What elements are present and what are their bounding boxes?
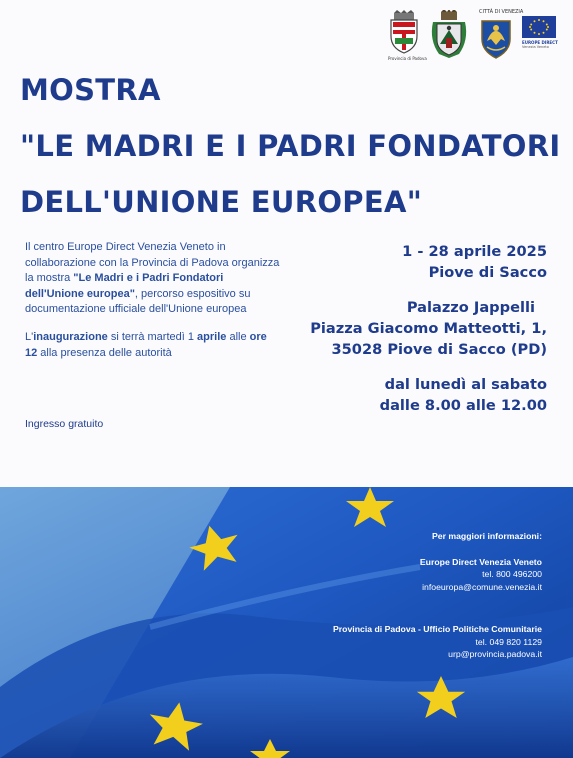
intro-block [25,240,280,373]
inaug-bold-1: inaugurazione [33,330,108,343]
provincia-caption: Provincia di Padova [388,56,427,61]
venue-street: Piazza Giacomo Matteotti, 1, [310,320,547,337]
prov-contact-name: Provincia di Padova - Ufficio Politiche Comunitarie [332,624,542,634]
inaug-text-4: alla presenza delle autorità [37,346,172,359]
ed-contact-email[interactable]: infoeuropa@comune.venezia.it [422,581,542,592]
headline-line-1: MOSTRA [20,73,161,107]
prov-contact-phone[interactable]: tel. 049 820 1129 [475,636,542,647]
prov-contact-email[interactable]: urp@provincia.padova.it [448,649,542,659]
inaug-text-1: L' [25,330,34,343]
inaug-bold-2: aprile [197,330,227,343]
intro-text-2: , percorso espositivo su documentazione ufficiale dell'Unione europea [25,287,251,316]
event-days: dal lunedì al sabato [384,376,547,393]
citta-venezia-logo [479,9,524,59]
event-when [310,241,547,283]
inaug-text-3: alle [226,330,250,343]
ingresso-label: Ingresso gratuito [25,418,104,430]
intro-text-1: Il centro Europe Direct Venezia Veneto in collaborazione con la Provincia di Padova organizza la mostra [25,241,280,285]
inaug-bold-3: ore 12 [25,330,267,359]
event-dates: 1 - 28 aprile 2025 [402,243,547,260]
provincia-padova-logo [385,10,423,54]
comune-piove-logo [429,10,469,60]
event-hours [310,374,547,416]
ed-caption-1: EUROPE DIRECT [522,40,558,45]
intro-exhibition-title: "Le Madri e i Padri Fondatori dell'Unione europea" [25,272,224,300]
venezia-caption: CITTÀ DI VENEZIA [479,9,524,15]
ed-contact-phone[interactable]: tel. 800 496200 [482,569,542,579]
intro-paragraph [25,240,280,318]
event-city: Piove di Sacco [428,264,547,281]
venue-city: 35028 Piove di Sacco (PD) [331,341,547,358]
logo-bar [385,10,565,68]
contacts-spacer-2 [333,593,542,623]
europe-direct-logo [522,16,558,47]
venue-name: Palazzo Jappelli [406,299,535,316]
eu-flag-photo [0,487,573,758]
ed-contact-name: Europe Direct Venezia Veneto [419,556,542,567]
ed-caption-2: Venezia Veneto [522,45,549,49]
event-time: dalle 8.00 alle 12.00 [379,397,547,414]
contacts-heading: Per maggiori informazioni: [431,531,542,541]
contacts-spacer [333,543,542,556]
inaugurazione-paragraph [25,330,280,361]
headline [20,62,560,230]
event-details [310,241,547,430]
headline-line-2: "LE MADRI E I PADRI FONDATORI [20,129,561,163]
headline-line-3: DELL'UNIONE EUROPEA" [20,185,423,219]
contacts-block [333,530,542,661]
event-venue [310,297,547,360]
inaug-text-2: si terrà martedì 1 [107,330,198,343]
